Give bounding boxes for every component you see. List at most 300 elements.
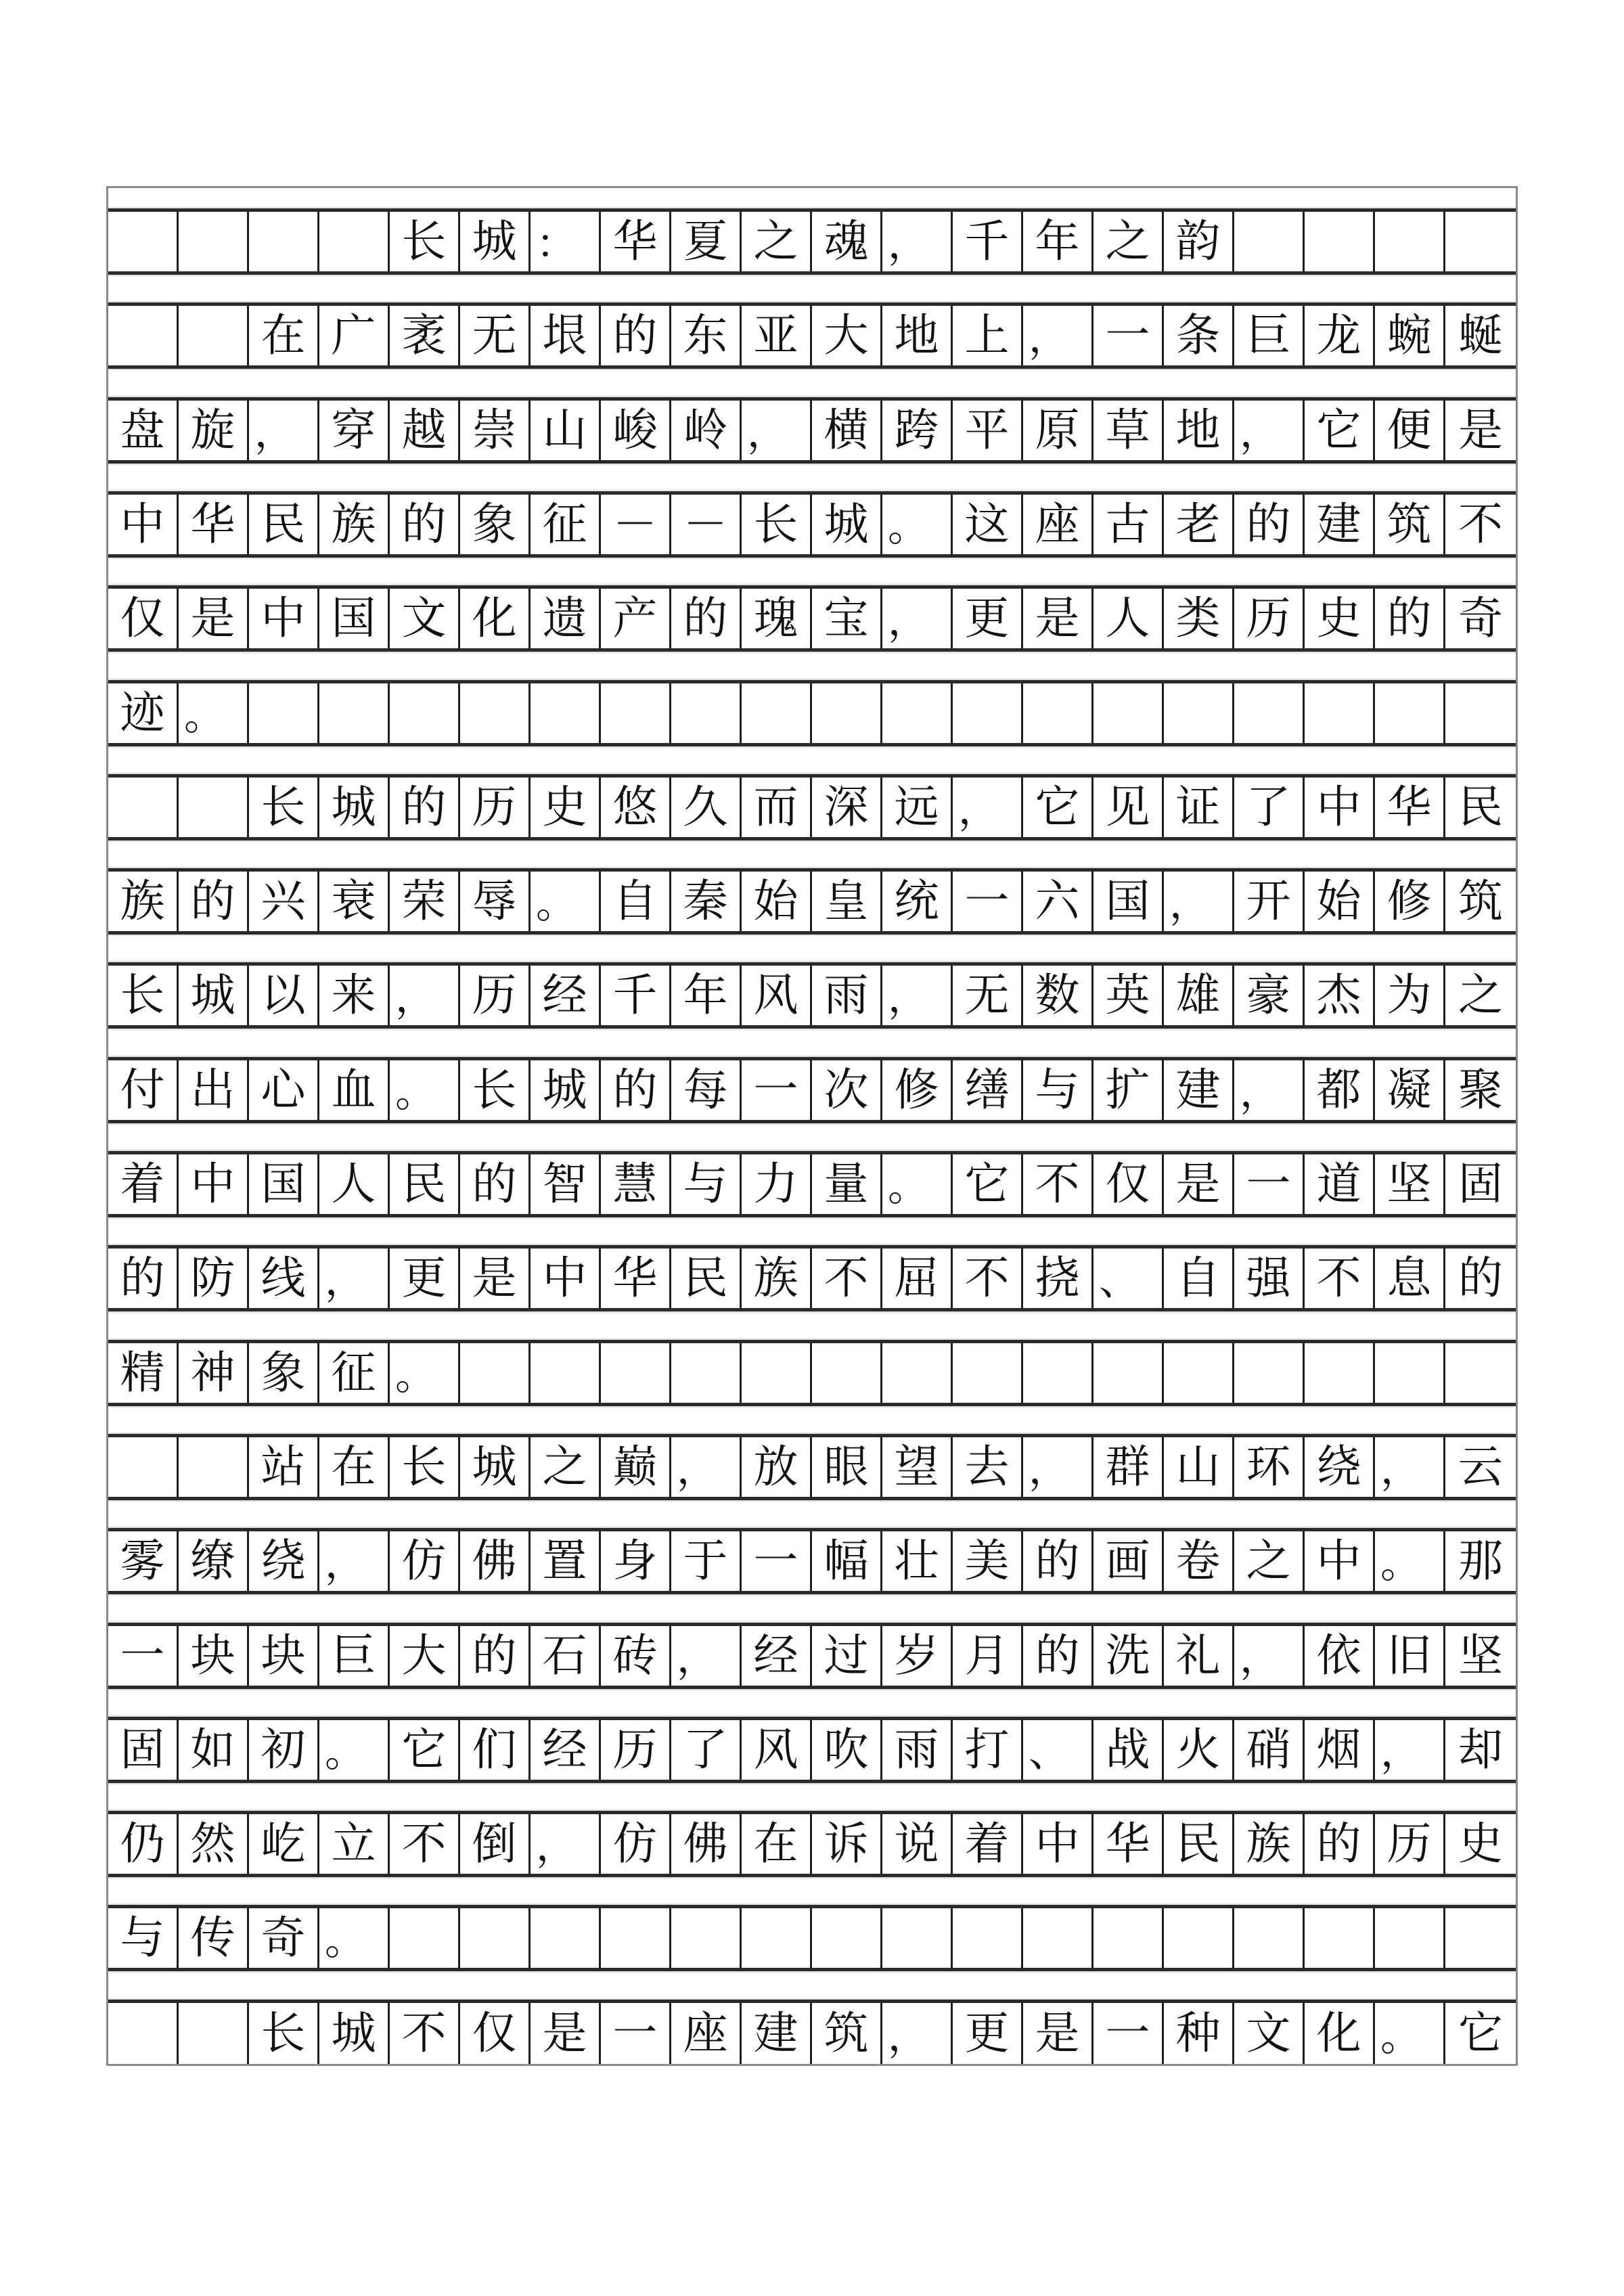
character-cell: 自: [1164, 1248, 1234, 1308]
character-cell: 之: [742, 212, 812, 271]
empty-grid-cell: [1164, 683, 1234, 743]
empty-grid-cell: [671, 1343, 742, 1403]
character-cell: 它: [390, 1720, 460, 1780]
character-cell: 线: [249, 1248, 319, 1308]
grid-row: [108, 585, 1516, 652]
punctuation-cell: 、: [1093, 1248, 1164, 1308]
character-cell: 精: [108, 1343, 179, 1403]
character-cell: 证: [1164, 778, 1234, 837]
character-cell: 象: [460, 495, 531, 554]
character-cell: 城: [179, 966, 249, 1025]
character-cell: 佛: [460, 1531, 531, 1591]
character-cell: 雾: [108, 1531, 179, 1591]
character-cell: 经: [742, 1626, 812, 1686]
grid-row: [108, 1340, 1516, 1406]
empty-grid-cell: [179, 306, 249, 365]
character-cell: 华: [1375, 778, 1445, 837]
character-cell: 着: [953, 1814, 1023, 1874]
grid-row: [108, 962, 1516, 1029]
character-cell: 建: [1164, 1060, 1234, 1120]
character-cell: 这: [953, 495, 1023, 554]
empty-grid-cell: [1445, 1908, 1516, 1968]
punctuation-cell: ，: [882, 212, 953, 271]
empty-grid-cell: [601, 683, 671, 743]
character-cell: 民: [671, 1248, 742, 1308]
empty-grid-cell: [108, 778, 179, 837]
character-cell: 仿: [601, 1814, 671, 1874]
empty-grid-cell: [812, 683, 882, 743]
character-cell: 与: [671, 1154, 742, 1214]
character-cell: 块: [179, 1626, 249, 1686]
character-cell: 不: [1305, 1248, 1375, 1308]
character-cell: 缮: [953, 1060, 1023, 1120]
character-cell: 族: [1234, 1814, 1305, 1874]
character-cell: 聚: [1458, 1063, 1503, 1116]
character-cell: 大: [812, 306, 882, 365]
character-cell: 历: [1234, 589, 1305, 648]
character-cell: 杰: [1305, 966, 1375, 1025]
character-cell: 过: [812, 1626, 882, 1686]
character-cell: 蜿: [1375, 306, 1445, 365]
character-cell: 数: [1023, 966, 1093, 1025]
punctuation-cell: ，: [953, 778, 1023, 837]
empty-grid-cell: [1234, 212, 1305, 271]
character-cell: 一: [1093, 2003, 1164, 2064]
character-cell: 条: [1164, 306, 1234, 365]
character-cell: 族: [742, 1248, 812, 1308]
character-cell: 之: [1093, 212, 1164, 271]
empty-grid-cell: [1164, 1343, 1234, 1403]
character-cell: 的: [390, 495, 460, 554]
character-cell: 的: [390, 778, 460, 837]
empty-grid-cell: [1093, 683, 1164, 743]
character-cell: 一: [108, 1626, 179, 1686]
punctuation-cell: ，: [319, 1248, 390, 1308]
character-cell: 历: [460, 778, 531, 837]
character-cell: 座: [1023, 495, 1093, 554]
character-cell: 崇: [460, 401, 531, 460]
character-cell: 一: [742, 1531, 812, 1591]
grid-row: [108, 1245, 1516, 1311]
character-cell: 山: [1164, 1437, 1234, 1497]
character-cell: 屈: [882, 1248, 953, 1308]
character-cell: 中: [108, 495, 179, 554]
character-cell: 付: [108, 1060, 179, 1120]
character-cell: 国: [319, 589, 390, 648]
character-cell: 亚: [742, 306, 812, 365]
character-cell: 中: [249, 589, 319, 648]
character-cell: 礼: [1164, 1626, 1234, 1686]
character-cell: 战: [1093, 1720, 1164, 1780]
character-cell: 华: [601, 1248, 671, 1308]
character-cell: 着: [108, 1154, 179, 1214]
grid-row: [108, 1151, 1516, 1217]
character-cell: 久: [671, 778, 742, 837]
character-cell: 与: [1023, 1060, 1093, 1120]
character-cell: 横: [812, 401, 882, 460]
character-cell: 经: [531, 1720, 601, 1780]
character-cell: 一: [1093, 306, 1164, 365]
character-cell: 它: [1023, 778, 1093, 837]
character-cell: 置: [531, 1531, 601, 1591]
character-cell: 峻: [601, 401, 671, 460]
character-cell: 的: [1375, 589, 1445, 648]
character-cell: 洗: [1093, 1626, 1164, 1686]
grid-row: [108, 868, 1516, 935]
punctuation-cell: ，: [671, 1437, 742, 1497]
punctuation-cell: ，: [319, 1531, 390, 1591]
character-cell: 一: [601, 2003, 671, 2064]
empty-grid-cell: [742, 1343, 812, 1403]
character-cell: 老: [1164, 495, 1234, 554]
empty-grid-cell: [1375, 1343, 1445, 1403]
character-cell: 望: [882, 1437, 953, 1497]
punctuation-cell: 。: [882, 1154, 953, 1214]
character-cell: －: [601, 495, 671, 554]
punctuation-cell: ，: [882, 589, 953, 648]
character-cell: 坚: [1458, 1629, 1503, 1682]
empty-grid-cell: [460, 1908, 531, 1968]
character-cell: 幅: [812, 1531, 882, 1591]
character-cell: 始: [1305, 872, 1375, 931]
character-cell: 更: [390, 1248, 460, 1308]
character-cell: 息: [1375, 1248, 1445, 1308]
character-cell: 是: [531, 2003, 601, 2064]
character-cell: 依: [1305, 1626, 1375, 1686]
character-cell: 巅: [601, 1437, 671, 1497]
character-cell: 神: [179, 1343, 249, 1403]
character-cell: 慧: [601, 1154, 671, 1214]
character-cell: 它: [1458, 2006, 1503, 2059]
character-cell: 仍: [108, 1814, 179, 1874]
character-cell: 的: [1023, 1626, 1093, 1686]
character-cell: 打: [953, 1720, 1023, 1780]
character-cell: 不: [390, 1814, 460, 1874]
character-cell: 广: [319, 306, 390, 365]
character-cell: 立: [319, 1814, 390, 1874]
character-cell: 挠: [1023, 1248, 1093, 1308]
empty-grid-cell: [953, 1343, 1023, 1403]
character-cell: 筑: [1458, 875, 1503, 928]
character-cell: 倒: [460, 1814, 531, 1874]
character-cell: 长: [390, 212, 460, 271]
character-cell: 民: [390, 1154, 460, 1214]
character-cell: 在: [249, 306, 319, 365]
character-cell: 开: [1234, 872, 1305, 931]
character-cell: 那: [1458, 1535, 1503, 1588]
character-cell: －: [671, 495, 742, 554]
character-cell: 之: [1234, 1531, 1305, 1591]
character-cell: 征: [319, 1343, 390, 1403]
character-cell: 皇: [812, 872, 882, 931]
character-cell: 风: [742, 1720, 812, 1780]
character-cell: 辱: [460, 872, 531, 931]
punctuation-cell: ，: [742, 401, 812, 460]
character-cell: 一: [1234, 1154, 1305, 1214]
character-cell: 力: [742, 1154, 812, 1214]
character-cell: 强: [1234, 1248, 1305, 1308]
character-cell: 岭: [671, 401, 742, 460]
empty-grid-cell: [249, 212, 319, 271]
empty-grid-cell: [1445, 1343, 1516, 1403]
character-cell: 块: [249, 1626, 319, 1686]
character-cell: 画: [1093, 1531, 1164, 1591]
character-cell: 火: [1164, 1720, 1234, 1780]
character-cell: 都: [1305, 1060, 1375, 1120]
punctuation-cell: ，: [882, 966, 953, 1025]
character-cell: 民: [249, 495, 319, 554]
empty-grid-cell: [1445, 683, 1516, 743]
grid-row: [108, 680, 1516, 746]
empty-grid-cell: [812, 1908, 882, 1968]
empty-grid-cell: [1093, 1908, 1164, 1968]
character-cell: 盘: [108, 401, 179, 460]
character-cell: 族: [319, 495, 390, 554]
character-cell: 国: [249, 1154, 319, 1214]
character-cell: 的: [1023, 1531, 1093, 1591]
character-cell: 在: [742, 1814, 812, 1874]
character-cell: 化: [460, 589, 531, 648]
character-cell: 城: [319, 778, 390, 837]
character-cell: 文: [390, 589, 460, 648]
character-cell: 血: [319, 1060, 390, 1120]
empty-grid-cell: [179, 2003, 249, 2064]
empty-grid-cell: [249, 683, 319, 743]
character-cell: 类: [1164, 589, 1234, 648]
character-cell: 的: [108, 1248, 179, 1308]
character-cell: 云: [1458, 1440, 1503, 1493]
character-cell: 烟: [1305, 1720, 1375, 1780]
character-cell: 自: [601, 872, 671, 931]
character-cell: 族: [108, 872, 179, 931]
empty-grid-cell: [1305, 212, 1375, 271]
character-cell: 站: [249, 1437, 319, 1497]
character-cell: 心: [249, 1060, 319, 1120]
character-cell: 它: [953, 1154, 1023, 1214]
character-cell: 垠: [531, 306, 601, 365]
character-cell: 魂: [812, 212, 882, 271]
character-cell: 无: [460, 306, 531, 365]
character-cell: 诉: [812, 1814, 882, 1874]
character-cell: 种: [1164, 2003, 1234, 2064]
character-cell: 是: [1164, 1154, 1234, 1214]
character-cell: 风: [742, 966, 812, 1025]
empty-grid-cell: [179, 212, 249, 271]
character-cell: 绕: [1305, 1437, 1375, 1497]
empty-grid-cell: [601, 1343, 671, 1403]
empty-grid-cell: [390, 1908, 460, 1968]
punctuation-cell: 。: [531, 872, 601, 931]
character-cell: 硝: [1234, 1720, 1305, 1780]
character-cell: 了: [1234, 778, 1305, 837]
empty-grid-cell: [531, 1343, 601, 1403]
empty-grid-cell: [953, 683, 1023, 743]
character-cell: 而: [742, 778, 812, 837]
empty-grid-cell: [1023, 683, 1093, 743]
character-cell: 长: [108, 966, 179, 1025]
character-cell: 龙: [1305, 306, 1375, 365]
punctuation-cell: 。: [882, 495, 953, 554]
character-cell: 修: [882, 1060, 953, 1120]
character-cell: 建: [1305, 495, 1375, 554]
character-cell: 固: [1458, 1158, 1503, 1210]
character-cell: 民: [1164, 1814, 1234, 1874]
character-cell: 长: [249, 2003, 319, 2064]
punctuation-cell: ，: [1234, 401, 1305, 460]
character-cell: 月: [953, 1626, 1023, 1686]
punctuation-cell: 。: [319, 1908, 390, 1968]
character-cell: 不: [812, 1248, 882, 1308]
grid-row: [108, 1434, 1516, 1500]
grid-row: [108, 302, 1516, 369]
character-cell: 始: [742, 872, 812, 931]
character-cell: 穿: [319, 401, 390, 460]
character-cell: 迹: [108, 683, 179, 743]
character-cell: 民: [1458, 780, 1503, 833]
empty-grid-cell: [179, 778, 249, 837]
character-cell: 仅: [460, 2003, 531, 2064]
character-cell: 越: [390, 401, 460, 460]
empty-grid-cell: [108, 2003, 179, 2064]
character-cell: 奇: [1458, 592, 1503, 645]
character-cell: 华: [601, 212, 671, 271]
character-cell: 原: [1023, 401, 1093, 460]
character-cell: 城: [531, 1060, 601, 1120]
grid-row: [108, 2000, 1516, 2066]
grid-row: [108, 1057, 1516, 1123]
character-cell: 的: [460, 1626, 531, 1686]
character-cell: 城: [812, 495, 882, 554]
character-cell: 凝: [1375, 1060, 1445, 1120]
punctuation-cell: ，: [1023, 306, 1093, 365]
punctuation-cell: ，: [882, 2003, 953, 2064]
character-cell: 远: [882, 778, 953, 837]
character-cell: 于: [671, 1531, 742, 1591]
character-cell: 来: [319, 966, 390, 1025]
punctuation-cell: 。: [319, 1720, 390, 1780]
empty-grid-cell: [1305, 1908, 1375, 1968]
character-cell: 中: [1305, 778, 1375, 837]
character-cell: 为: [1375, 966, 1445, 1025]
character-cell: 吹: [812, 1720, 882, 1780]
character-cell: 豪: [1234, 966, 1305, 1025]
character-cell: 旧: [1375, 1626, 1445, 1686]
character-cell: 雨: [812, 966, 882, 1025]
character-cell: 更: [953, 2003, 1023, 2064]
character-cell: 遗: [531, 589, 601, 648]
empty-grid-cell: [1375, 1908, 1445, 1968]
character-cell: 经: [531, 966, 601, 1025]
character-cell: 长: [249, 778, 319, 837]
character-cell: 眼: [812, 1437, 882, 1497]
punctuation-cell: 。: [390, 1060, 460, 1120]
character-cell: 身: [601, 1531, 671, 1591]
character-cell: 它: [1305, 401, 1375, 460]
character-cell: 雨: [882, 1720, 953, 1780]
punctuation-cell: ，: [671, 1626, 742, 1686]
empty-grid-cell: [1375, 683, 1445, 743]
punctuation-cell: ，: [1375, 1437, 1445, 1497]
character-cell: 是: [179, 589, 249, 648]
grid-row: [108, 1811, 1516, 1877]
character-cell: 不: [1458, 497, 1503, 550]
character-cell: 如: [179, 1720, 249, 1780]
character-cell: 城: [319, 2003, 390, 2064]
character-cell: 建: [742, 2003, 812, 2064]
character-cell: 防: [179, 1248, 249, 1308]
empty-grid-cell: [601, 1908, 671, 1968]
empty-grid-cell: [671, 683, 742, 743]
grid-row: [108, 1905, 1516, 1971]
character-cell: 古: [1093, 495, 1164, 554]
empty-grid-cell: [108, 1437, 179, 1497]
character-cell: 的: [1234, 495, 1305, 554]
punctuation-cell: ，: [249, 401, 319, 460]
character-cell: 更: [953, 589, 1023, 648]
empty-grid-cell: [742, 683, 812, 743]
character-cell: 不: [390, 2003, 460, 2064]
character-cell: 说: [882, 1814, 953, 1874]
character-cell: 与: [108, 1908, 179, 1968]
character-cell: 史: [531, 778, 601, 837]
character-cell: 中: [1023, 1814, 1093, 1874]
character-cell: 是: [1458, 403, 1503, 456]
character-cell: 的: [671, 589, 742, 648]
character-cell: 历: [601, 1720, 671, 1780]
character-cell: 巨: [1234, 306, 1305, 365]
character-cell: 宝: [812, 589, 882, 648]
empty-grid-cell: [882, 683, 953, 743]
character-cell: 仅: [108, 589, 179, 648]
grid-row: [108, 1623, 1516, 1689]
character-cell: 是: [460, 1248, 531, 1308]
character-cell: 石: [531, 1626, 601, 1686]
punctuation-cell: ：: [531, 212, 601, 271]
character-cell: 见: [1093, 778, 1164, 837]
empty-grid-cell: [742, 1908, 812, 1968]
character-cell: 卷: [1164, 1531, 1234, 1591]
empty-grid-cell: [882, 1343, 953, 1403]
character-cell: 人: [1093, 589, 1164, 648]
punctuation-cell: 、: [1023, 1720, 1093, 1780]
character-cell: 华: [1093, 1814, 1164, 1874]
empty-grid-cell: [882, 1908, 953, 1968]
character-cell: 统: [882, 872, 953, 931]
character-cell: 袤: [390, 306, 460, 365]
empty-grid-cell: [1305, 1343, 1375, 1403]
character-cell: 便: [1375, 401, 1445, 460]
character-cell: 巨: [319, 1626, 390, 1686]
character-cell: 无: [953, 966, 1023, 1025]
character-cell: 长: [742, 495, 812, 554]
empty-grid-cell: [460, 683, 531, 743]
character-cell: 砖: [601, 1626, 671, 1686]
empty-grid-cell: [531, 1908, 601, 1968]
character-cell: 中: [179, 1154, 249, 1214]
character-cell: 千: [601, 966, 671, 1025]
character-cell: 兴: [249, 872, 319, 931]
character-cell: 历: [460, 966, 531, 1025]
character-cell: 放: [742, 1437, 812, 1497]
character-cell: 深: [812, 778, 882, 837]
character-cell: 绕: [249, 1531, 319, 1591]
empty-grid-cell: [1234, 1908, 1305, 1968]
character-cell: 一: [742, 1060, 812, 1120]
character-cell: 国: [1093, 872, 1164, 931]
character-cell: 坚: [1375, 1154, 1445, 1214]
character-cell: 不: [953, 1248, 1023, 1308]
character-cell: 了: [671, 1720, 742, 1780]
